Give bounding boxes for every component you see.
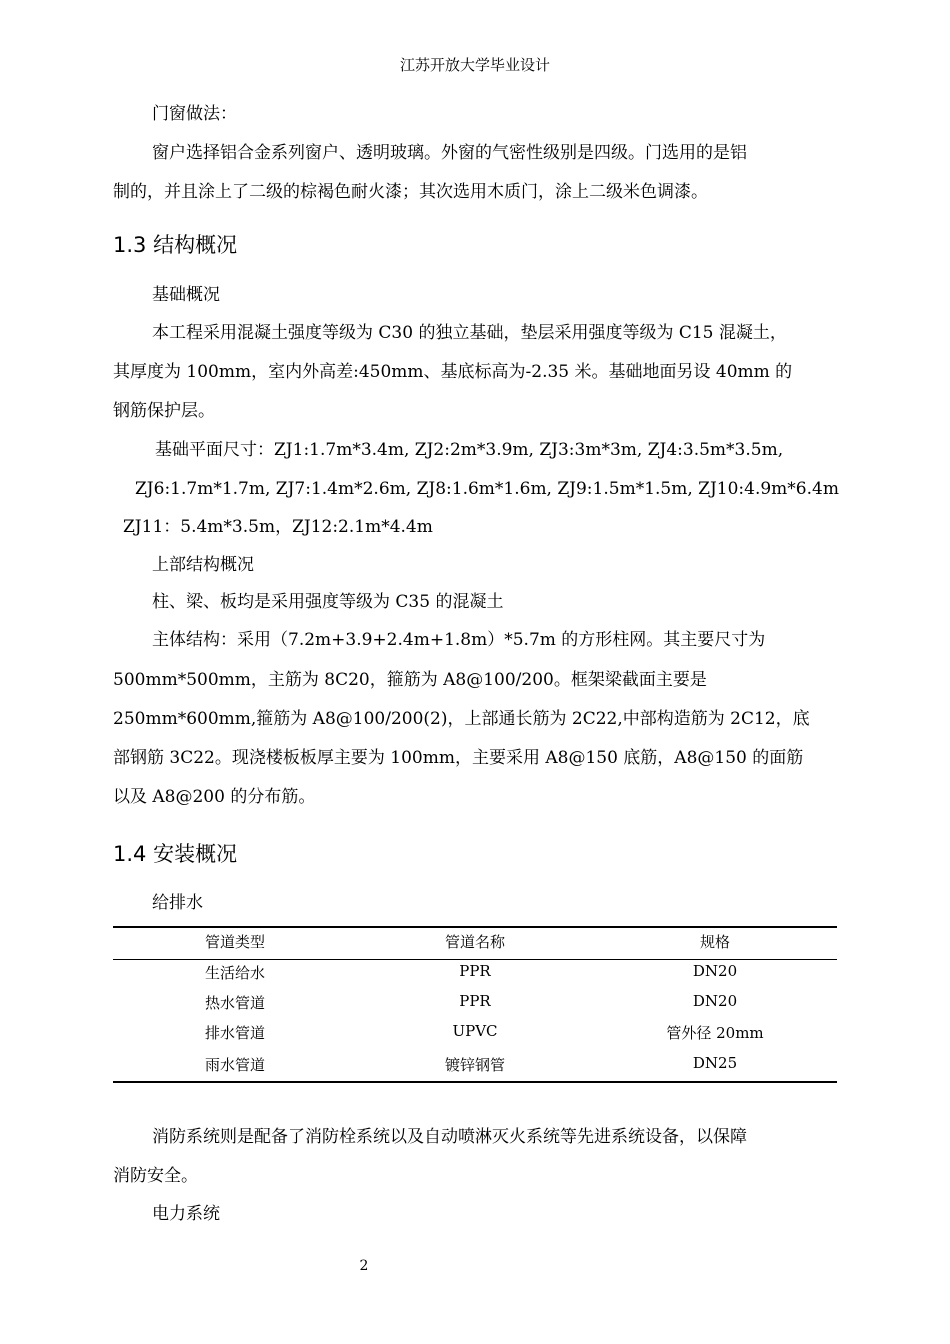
dimension-line-1: 基础平面尺寸：ZJ1:1.7m*3.4m, ZJ2:2m*3.9m, ZJ3:3m*3m, ZJ4:3.5m*3.5m, — [155, 440, 784, 460]
table-bottom-rule — [113, 1081, 837, 1083]
page-header: 江苏开放大学毕业设计 — [399, 56, 550, 74]
dimension-line-2: ZJ6:1.7m*1.7m, ZJ7:1.4m*2.6m, ZJ8:1.6m*1.6m, ZJ9:1.5m*1.5m, ZJ10:4.9m*6.4m — [135, 479, 839, 499]
fire-line-2: 消防安全。 — [113, 1166, 198, 1186]
foundation-line-2: 其厚度为 100mm，室内外高差:450mm、基底标高为-2.35 米。基础地面另设 40mm 的 — [113, 362, 793, 382]
main-structure-line-1: 主体结构：采用（7.2m+3.9+2.4m+1.8m）*5.7m 的方形柱网。其主要尺寸为 — [152, 630, 766, 650]
table-header-cell: 管道名称 — [444, 933, 505, 951]
foundation-line-1: 本工程采用混凝土强度等级为 C30 的独立基础，垫层采用强度等级为 C15 混凝土， — [152, 323, 787, 343]
main-structure-line-4: 部钢筋 3C22。现浇楼板板厚主要为 100mm，主要采用 A8@150 底筋，A8@150 的面筋 — [113, 748, 804, 768]
table-cell: 生活给水 — [204, 964, 265, 982]
doors-heading: 门窗做法： — [152, 104, 237, 124]
table-cell: 排水管道 — [204, 1024, 265, 1042]
table-cell: 管外径 20mm — [666, 1024, 764, 1042]
foundation-heading: 基础概况 — [152, 285, 220, 305]
upper-structure-line: 柱、梁、板均是采用强度等级为 C35 的混凝土 — [152, 592, 504, 612]
main-structure-line-3: 250mm*600mm,箍筋为 A8@100/200(2)，上部通长筋为 2C22,中部构造筋为 2C12，底 — [113, 709, 810, 729]
main-structure-line-2: 500mm*500mm，主筋为 8C20，箍筋为 A8@100/200。框架梁截面主要是 — [113, 670, 707, 690]
section-1-4-title: 1.4 安装概况 — [113, 842, 238, 866]
table-header-cell: 管道类型 — [204, 933, 265, 951]
section-1-3-title: 1.3 结构概况 — [113, 233, 238, 257]
table-cell: DN20 — [692, 962, 738, 980]
table-cell: DN20 — [692, 992, 738, 1010]
table-cell: 雨水管道 — [204, 1056, 265, 1074]
foundation-line-3: 钢筋保护层。 — [113, 401, 215, 421]
table-cell: 热水管道 — [204, 994, 265, 1012]
doors-line-1: 窗户选择铝合金系列窗户、透明玻璃。外窗的气密性级别是四级。门选用的是铝 — [152, 143, 747, 163]
table-top-rule — [113, 926, 837, 928]
power-heading: 电力系统 — [152, 1204, 220, 1224]
doors-line-2: 制的，并且涂上了二级的棕褐色耐火漆；其次选用木质门，涂上二级米色调漆。 — [113, 182, 708, 202]
main-structure-line-5: 以及 A8@200 的分布筋。 — [113, 787, 316, 807]
dimension-line-3: ZJ11：5.4m*3.5m，ZJ12:2.1m*4.4m — [123, 517, 433, 537]
table-cell: PPR — [459, 992, 491, 1010]
table-header-cell: 规格 — [699, 933, 730, 951]
table-cell: 镀锌钢管 — [444, 1056, 505, 1074]
table-cell: PPR — [459, 962, 491, 980]
fire-line-1: 消防系统则是配备了消防栓系统以及自动喷淋灭火系统等先进系统设备，以保障 — [152, 1127, 747, 1147]
page-number: 2 — [359, 1258, 369, 1274]
table-cell: UPVC — [452, 1022, 498, 1040]
water-heading: 给排水 — [152, 893, 203, 913]
upper-structure-heading: 上部结构概况 — [152, 555, 254, 575]
table-header-rule — [113, 959, 837, 960]
table-cell: DN25 — [692, 1054, 738, 1072]
